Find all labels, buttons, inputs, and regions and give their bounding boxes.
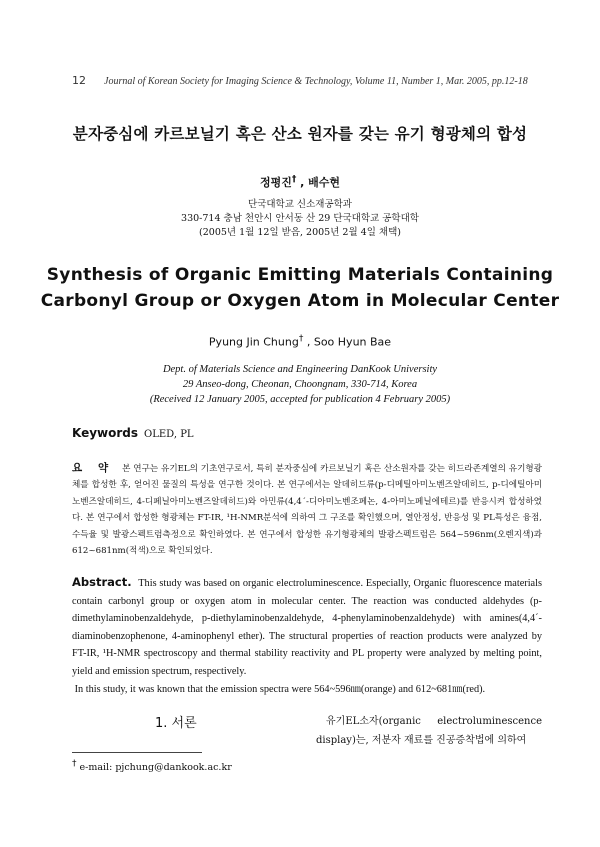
- keywords: [72, 426, 194, 440]
- korean-abstract: [72, 460, 542, 559]
- corresponding-dagger: †: [298, 334, 304, 344]
- keywords-label: Keywords: [72, 426, 139, 440]
- korean-author-2: 배수현: [308, 176, 341, 189]
- korean-affiliation-address: 330-714 충남 천안시 안서동 산 29 단국대학교 공학대학: [181, 213, 419, 224]
- author-separator: ,: [303, 335, 314, 349]
- english-affiliation-dept: Dept. of Materials Science and Engineering DanKook University: [162, 364, 438, 375]
- english-affiliation: [0, 362, 600, 407]
- korean-authors: [0, 174, 600, 190]
- korean-abstract-label: 요 약: [72, 462, 115, 474]
- introduction-text: [316, 712, 542, 750]
- english-abstract-text: This study was based on organic electroluminescence. Especially, Organic fluorescence materials contain carbonyl group or oxygen atom in molecular center. The reaction was conducted aldehydes (p-dimethylaminobenzaldehyde, p-diethylaminobenzaldehyde, 4-phenylaminobenzaldehyde) with amines(4,4´-diaminobenzophenone, 4-aminophenyl ether). The structural properties of reaction products were analyzed by FT-IR, ¹H-NMR spectroscopy and thermal stability reactivity and PL property were analyzed by melting point, yield and emission spectrum, respectively.: [72, 578, 542, 677]
- korean-author-1: 정평진: [259, 176, 292, 189]
- korean-affiliation: [0, 198, 600, 240]
- english-title-line-1: Synthesis of Organic Emitting Materials Containing: [46, 265, 554, 285]
- footnote: [72, 759, 232, 773]
- keywords-value: OLED, PL: [144, 429, 194, 440]
- journal-citation: Journal of Korean Society for Imaging Science & Technology, Volume 11, Number 1, Mar. 2005, pp.12-18: [104, 76, 528, 87]
- page-number: 12: [72, 74, 86, 87]
- introduction-paragraph: 유기EL소자(organic electroluminescence display)는, 저분자 재료를 진공증착법에 의하여: [316, 716, 542, 746]
- english-abstract-conclusion: In this study, it was known that the emission spectra were 564~596㎚(orange) and 612~681㎚(red).: [74, 683, 486, 695]
- korean-title: 분자중심에 카르보닐기 혹은 산소 원자를 갖는 유기 형광체의 합성: [72, 125, 528, 143]
- english-received-dates: (Received 12 January 2005, accepted for publication 4 February 2005): [149, 394, 451, 405]
- english-title-line-2: Carbonyl Group or Oxygen Atom in Molecular Center: [40, 291, 560, 311]
- english-affiliation-address: 29 Anseo-dong, Cheonan, Choongnam, 330-714, Korea: [182, 379, 418, 390]
- footnote-divider: [72, 752, 202, 753]
- korean-abstract-text: 본 연구는 유기EL의 기초연구로서, 특히 분자중심에 카르보닐기 혹은 산소원자를 갖는 히드라존계열의 유기형광체를 합성한 후, 얻어진 물질의 특성을 연구한 것이다. 본 연구에서는 알데히드류(p-디메틸아미노벤즈알데히드, p-디에틸아미노벤즈알데히드, 4-디페닐아미노벤즈알데히드)와 아민류(4,4´-디아미노벤조페논, 4-아미노페닐에테르)를 반응시켜 합성하였다. 본 연구에서 합성한 형광체는 FT-IR, ¹H-NMR분석에 의하여 그 구조를 확인했으며, 열안정성, 반응성 및 PL특성은 융점, 수득율 및 발광스펙트럼측정으로 확인하였다. 본 연구에서 합성한 유기형광체의 발광스펙트럼은 564~596nm(오렌지색)과 612~681nm(적색)으로 확인되었다.: [72, 464, 542, 557]
- footnote-email: e-mail: pjchung@dankook.ac.kr: [76, 762, 232, 774]
- english-author-2: Soo Hyun Bae: [313, 335, 392, 349]
- english-author-1: Pyung Jin Chung: [208, 335, 299, 349]
- english-title: [0, 262, 600, 314]
- footnote-dagger: †: [72, 759, 77, 769]
- korean-affiliation-dept: 단국대학교 신소재공학과: [248, 199, 352, 210]
- english-abstract: [72, 574, 542, 698]
- section-heading: 1. 서론: [155, 716, 197, 731]
- english-authors: [0, 334, 600, 349]
- english-abstract-label: Abstract.: [72, 575, 132, 589]
- author-separator: ,: [296, 176, 309, 189]
- corresponding-dagger: †: [291, 174, 297, 185]
- korean-received-dates: (2005년 1월 12일 받음, 2005년 2월 4일 채택): [199, 227, 401, 238]
